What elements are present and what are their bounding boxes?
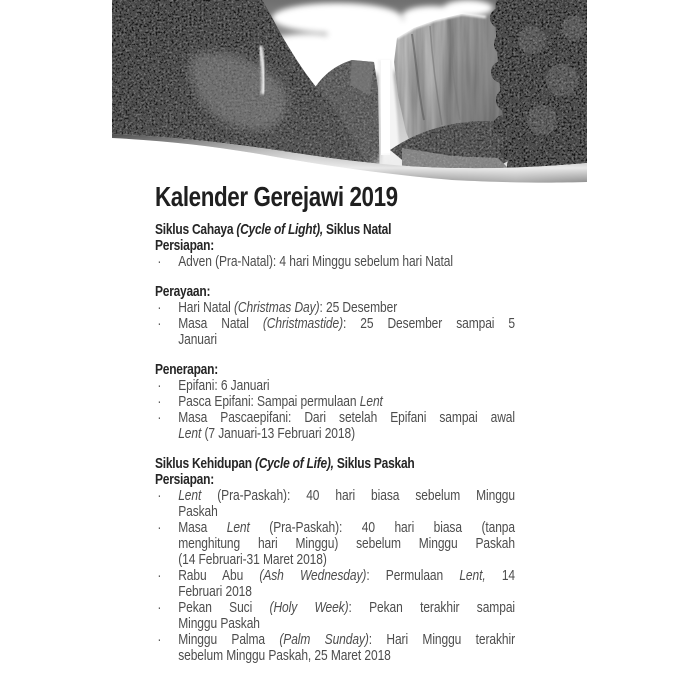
bullet-item xyxy=(155,378,515,394)
text-segment: (Cycle of Light), xyxy=(236,221,323,238)
text-segment: Lent, xyxy=(459,567,486,584)
text-segment: (14 Februari-31 Maret 2018) xyxy=(178,551,327,568)
bullet-dot-icon: · xyxy=(157,631,162,648)
text-segment: Epifani: 6 Januari xyxy=(178,377,270,394)
bullet-item xyxy=(155,568,515,600)
bullet-dot-icon: · xyxy=(157,567,162,584)
text-segment: : Hari Minggu terakhir xyxy=(368,631,515,648)
bullet-dot-icon: · xyxy=(157,315,162,332)
bullet-item xyxy=(155,600,515,632)
text-segment: Paskah xyxy=(178,503,218,520)
text-segment: Siklus Natal xyxy=(322,221,392,238)
bullet-line xyxy=(178,616,515,632)
bullet-dot-icon: · xyxy=(157,377,162,394)
text-segment: (Cycle of Life), xyxy=(254,455,334,472)
bullet-dot-icon: · xyxy=(157,393,162,410)
text-segment: Lent xyxy=(359,393,383,410)
text-segment: Masa Natal xyxy=(178,315,263,332)
bullet-item xyxy=(155,300,515,316)
text-segment: Pasca Epifani: Sampai permulaan xyxy=(178,393,360,410)
bullet-dot-icon: · xyxy=(157,487,162,504)
bullet-line xyxy=(178,316,515,332)
bullet-list xyxy=(155,488,515,664)
bullet-line xyxy=(178,332,515,348)
text-segment: Siklus Cahaya xyxy=(155,221,237,238)
bullet-line xyxy=(178,426,515,442)
text-segment: Adven (Pra-Natal): 4 hari Minggu sebelum hari Natal xyxy=(178,253,453,270)
right-foliage xyxy=(490,0,587,179)
text-segment: Hari Natal xyxy=(178,299,235,316)
bullet-line xyxy=(178,600,515,616)
text-segment: Lent xyxy=(178,487,202,504)
bullet-dot-icon: · xyxy=(157,409,162,426)
bullet-dot-icon: · xyxy=(157,599,162,616)
text-segment: Rabu Abu xyxy=(178,567,260,584)
text-segment: (Christmas Day) xyxy=(234,299,320,316)
text-segment: Lent xyxy=(178,425,202,442)
text-segment: (Palm Sunday) xyxy=(279,631,369,648)
text-segment: Lent xyxy=(226,519,250,536)
section-heading xyxy=(155,456,515,472)
section-heading xyxy=(155,222,515,238)
text-segment: : Permulaan xyxy=(366,567,460,584)
text-segment: Februari 2018 xyxy=(178,583,252,600)
bullet-line xyxy=(178,632,515,648)
text-segment: (Christmastide) xyxy=(262,315,344,332)
section-subheading: Persiapan: xyxy=(155,471,214,488)
bullet-line xyxy=(178,648,515,664)
bullet-line xyxy=(178,584,515,600)
text-segment: Siklus Kehidupan xyxy=(155,455,255,472)
section-subheading: Penerapan: xyxy=(155,361,218,378)
text-segment: Masa xyxy=(178,519,227,536)
bullet-line xyxy=(178,394,515,410)
text-segment: (Holy Week) xyxy=(269,599,349,616)
text-segment: (Ash Wednesday) xyxy=(259,567,367,584)
text-segment: (Pra-Paskah): 40 hari biasa sebelum Minggu xyxy=(201,487,516,504)
bullet-item xyxy=(155,316,515,348)
text-segment: Masa Pascaepifani: Dari setelah Epifani sampai awal xyxy=(178,409,515,426)
bullet-dot-icon: · xyxy=(157,519,162,536)
page-title: Kalender Gerejawi 2019 xyxy=(155,181,398,212)
text-segment: (Pra-Paskah): 40 hari biasa (tanpa xyxy=(249,519,515,536)
calendar-sections xyxy=(155,222,515,664)
text-segment: Minggu Palma xyxy=(178,631,280,648)
text-segment: Siklus Paskah xyxy=(333,455,415,472)
bullet-line xyxy=(178,378,515,394)
bullet-list xyxy=(155,254,515,270)
bullet-item xyxy=(155,632,515,664)
bullet-line xyxy=(178,488,515,504)
bullet-line xyxy=(178,410,515,426)
bullet-line xyxy=(178,520,515,536)
text-segment: Januari xyxy=(178,331,217,348)
bullet-item xyxy=(155,254,515,270)
section-subheading: Persiapan: xyxy=(155,237,214,254)
bullet-item xyxy=(155,520,515,568)
bullet-dot-icon: · xyxy=(157,299,162,316)
text-segment: : 25 Desember sampai 5 xyxy=(343,315,515,332)
section-2 xyxy=(155,362,515,442)
bullet-line xyxy=(178,568,515,584)
bullet-list xyxy=(155,300,515,348)
granite-cliff xyxy=(390,14,510,170)
section-1 xyxy=(155,284,515,348)
text-segment: sebelum Minggu Paskah, 25 Maret 2018 xyxy=(178,647,391,664)
text-segment: Pekan Suci xyxy=(178,599,270,616)
text-segment: : Pekan terakhir sampai xyxy=(348,599,515,616)
bullet-line xyxy=(178,504,515,520)
text-column xyxy=(155,182,515,664)
bullet-item xyxy=(155,394,515,410)
text-segment: (7 Januari-13 Februari 2018) xyxy=(201,425,355,442)
bullet-dot-icon: · xyxy=(157,253,162,270)
text-segment: 14 xyxy=(485,567,516,584)
section-0 xyxy=(155,222,515,270)
hero-image xyxy=(112,0,587,190)
text-segment: : 25 Desember xyxy=(319,299,398,316)
bullet-line xyxy=(178,254,515,270)
bullet-item xyxy=(155,410,515,442)
bullet-line xyxy=(178,536,515,552)
bullet-item xyxy=(155,488,515,520)
bullet-list xyxy=(155,378,515,442)
text-segment: menghitung hari Minggu) sebelum Minggu Paskah xyxy=(178,535,515,552)
bullet-line xyxy=(178,552,515,568)
section-subheading: Perayaan: xyxy=(155,283,211,300)
text-segment: Minggu Paskah xyxy=(178,615,260,632)
bullet-line xyxy=(178,300,515,316)
section-3 xyxy=(155,456,515,664)
